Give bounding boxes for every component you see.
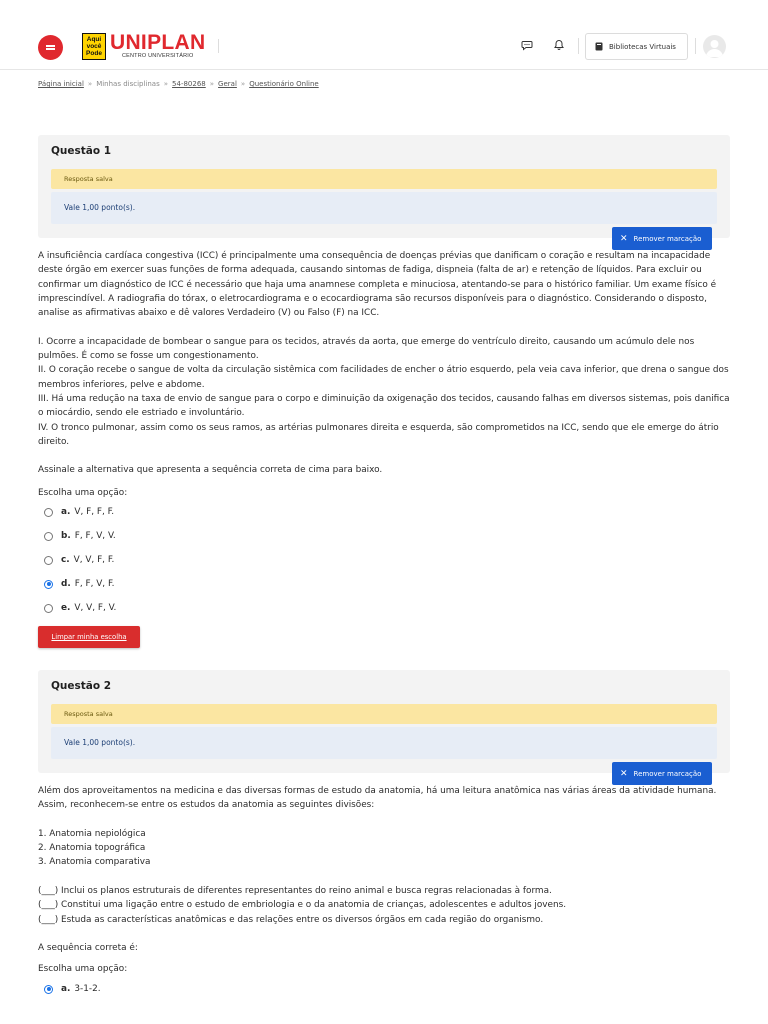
avatar[interactable] [703, 35, 726, 58]
logo-badge: Aqui você Pode [82, 33, 106, 60]
division-item: 2. Anatomia topográfica [38, 843, 146, 854]
division-item: 1. Anatomia nepiológica [38, 828, 146, 839]
statement: II. O coração recebe o sangue de volta da circulação sistêmica com facilidades de encher o átrio esquerdo, pela veia cava inferior, que drena o sangue dos membros inferiores, pelve e abdome. [38, 365, 729, 390]
question-prompt: Assinale a alternativa que apresenta a sequência correta de cima para baixo. [38, 465, 383, 476]
remove-flag-button[interactable]: ✕ Remover marcação [612, 227, 712, 250]
breadcrumb-quiz[interactable]: Questionário Online [249, 80, 319, 88]
statement: I. Ocorre a incapacidade de bombear o sangue para os tecidos, através da aorta, que emerge do ventrículo direito, causando um acúmulo dele nos pulmões. É como se fosse um congestionamento. [38, 336, 695, 362]
choose-option-label: Escolha uma opção: [38, 488, 128, 498]
top-navbar [0, 0, 768, 70]
logo-divider [218, 39, 219, 53]
question-grade: Vale 1,00 ponto(s). [51, 727, 717, 759]
question-2-info [38, 670, 730, 773]
logo-word: UNIPLAN [110, 31, 206, 54]
radio-button[interactable] [44, 508, 53, 517]
virtual-libraries-button[interactable] [585, 33, 688, 60]
question-grade: Vale 1,00 ponto(s). [51, 192, 717, 224]
close-icon: ✕ [620, 768, 628, 779]
answer-state: Resposta salva [51, 704, 717, 724]
option-d[interactable]: d. F, F, V, F. [44, 579, 114, 589]
statement: IV. O tronco pulmonar, assim como os seus ramos, as artérias pulmonares direita e esquerda, são comprometidos na ICC, sendo que ele emerge do átrio direito. [38, 422, 719, 447]
choose-option-label: Escolha uma opção: [38, 964, 128, 974]
question-title: Questão 1 [51, 145, 112, 157]
radio-button-selected[interactable] [44, 580, 53, 589]
menu-icon[interactable] [38, 35, 63, 60]
breadcrumb-course[interactable]: 54-80268 [172, 80, 206, 88]
radio-button-selected[interactable] [44, 985, 53, 994]
bell-icon[interactable] [552, 38, 566, 52]
remove-flag-button[interactable]: ✕ Remover marcação [612, 762, 712, 785]
match-item: (___) Constitui uma ligação entre o estudo de embriologia e o da anatomia de crianças, adolescentes e adultos jovens. [38, 900, 567, 911]
radio-button[interactable] [44, 532, 53, 541]
breadcrumb: Página inicial » Minhas disciplinas » 54-80268 » Geral » Questionário Online [38, 80, 319, 88]
chat-icon[interactable] [520, 38, 534, 52]
question-1-text [38, 249, 730, 478]
book-icon [595, 42, 603, 51]
statement: III. Há uma redução na taxa de envio de sangue para o corpo e diminuição da oxigenação dos tecidos, causando falhas em diversos sistemas, pois danifica o miocárdio, sendo ele estriado e involuntário. [38, 393, 730, 419]
clear-choice-button[interactable]: Limpar minha escolha [38, 626, 140, 648]
breadcrumb-home[interactable]: Página inicial [38, 80, 84, 88]
question-prompt: A sequência correta é: [38, 943, 138, 954]
division-item: 3. Anatomia comparativa [38, 857, 151, 868]
virtual-libraries-label: Bibliotecas Virtuais [609, 42, 676, 51]
question-2-text [38, 784, 730, 956]
question-title: Questão 2 [51, 680, 112, 692]
breadcrumb-my-courses: Minhas disciplinas [96, 80, 160, 88]
breadcrumb-section[interactable]: Geral [218, 80, 237, 88]
uniplan-logo[interactable] [82, 33, 205, 60]
radio-button[interactable] [44, 604, 53, 613]
radio-button[interactable] [44, 556, 53, 565]
header-divider [695, 38, 696, 54]
option-c[interactable]: c. V, V, F, F. [44, 555, 114, 565]
question-1-info [38, 135, 730, 238]
question-intro: Além dos aproveitamentos na medicina e das diversas formas de estudo da anatomia, há uma leitura anatômica nas várias áreas da atividade humana. Assim, reconhecem-se entre os estudos da anatomia as seguintes divisões: [38, 786, 717, 811]
option-a[interactable]: a. 3-1-2. [44, 984, 101, 994]
option-e[interactable]: e. V, V, F, V. [44, 603, 116, 613]
answer-state: Resposta salva [51, 169, 717, 189]
logo-subtitle: CENTRO UNIVERSITÁRIO [121, 53, 194, 59]
header-divider [578, 38, 579, 54]
match-item: (___) Inclui os planos estruturais de diferentes representantes do reino animal e busca regras relacionadas à forma. [38, 886, 552, 897]
option-a[interactable]: a. V, F, F, F. [44, 507, 114, 517]
close-icon: ✕ [620, 233, 628, 244]
question-intro: A insuficiência cardíaca congestiva (ICC) é principalmente uma consequência de doenças prévias que danificam o coração e resultam na incapacidade deste órgão em exercer suas funções de forma adequada, causando sintomas de fadiga, dispneia (falta de ar) e retenção de líquidos. Para excluir ou confirmar um diagnóstico de ICC é necessário que haja uma anamnese completa e minuciosa, atentando-se para o histórico familiar. Um exame físico é imprescindível. A radiografia do tórax, o eletrocardiograma e o ecocardiograma são recursos disponíveis para o diagnóstico. Considerando o disposto, analise as afirmativas abaixo e dê valores Verdadeiro (V) ou Falso (F) na ICC. [38, 251, 717, 319]
option-b[interactable]: b. F, F, V, V. [44, 531, 116, 541]
match-item: (___) Estuda as características anatômicas e das relações entre os diversos órgãos em cada região do organismo. [38, 914, 544, 925]
